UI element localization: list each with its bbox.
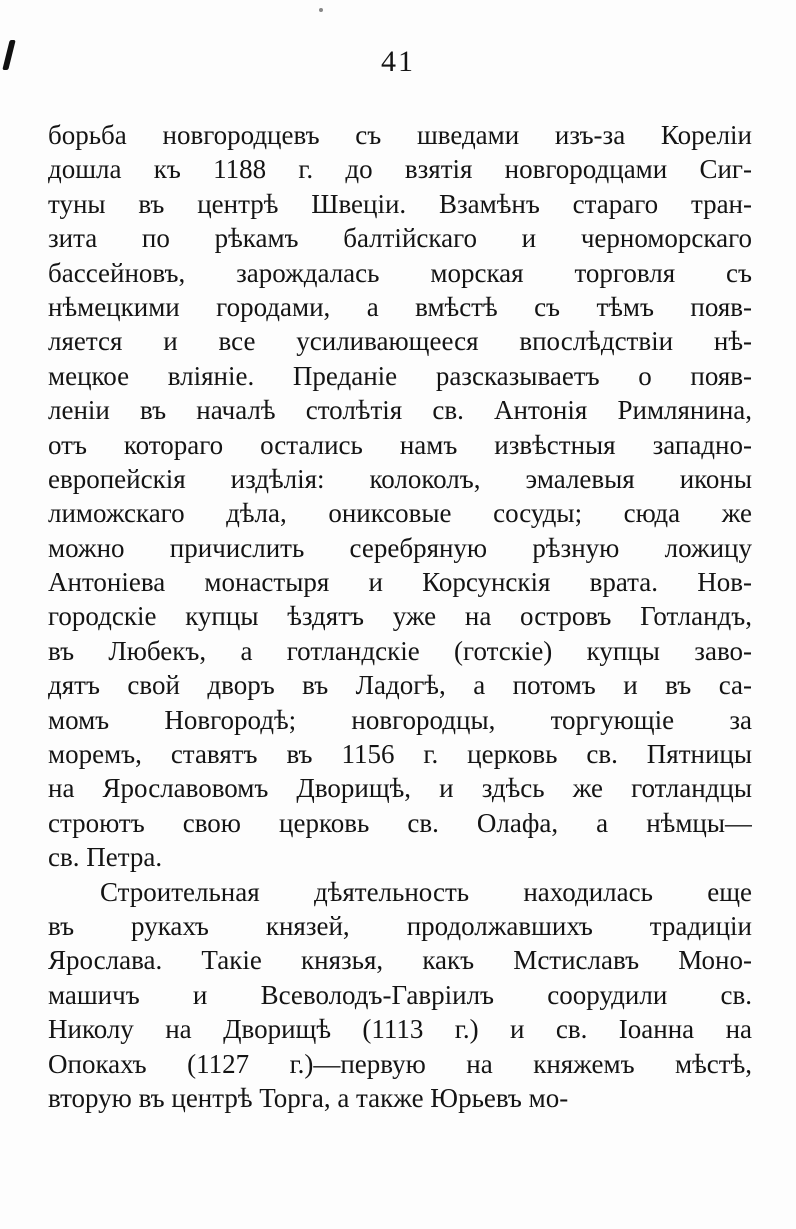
- text-line: на Ярославовомъ Дворищѣ, и здѣсь же готландцы: [48, 773, 752, 804]
- text-line: можно причислить серебряную рѣзную ложицу: [48, 532, 752, 563]
- text-line: машичъ и Всеволодъ-Гаврiилъ соорудили св.: [48, 979, 752, 1010]
- text-line: Антонiева монастыря и Корсунскiя врата. Нов-: [48, 567, 752, 598]
- paragraph-2: [48, 875, 752, 1116]
- text-line: нѣмецкими городами, а вмѣстѣ съ тѣмъ появ-: [48, 291, 752, 322]
- text-line: Опокахъ (1127 г.)—первую на княжемъ мѣстѣ,: [48, 1048, 752, 1079]
- text-line: строютъ свою церковь св. Олафа, а нѣмцы—: [48, 807, 752, 838]
- text-line: Николу на Дворищѣ (1113 г.) и св. Іоанна на: [48, 1014, 752, 1045]
- text-line: Ярослава. Такiе князья, какъ Мстиславъ Моно-: [48, 945, 752, 976]
- text-line: моремъ, ставятъ въ 1156 г. церковь св. Пятницы: [48, 739, 752, 770]
- text-line: въ Любекъ, а готландскiе (готскiе) купцы заво-: [48, 635, 752, 666]
- text-line: въ рукахъ князей, продолжавшихъ традицiи: [48, 910, 752, 941]
- text-line: лиможскаго дѣла, ониксовые сосуды; сюда же: [48, 498, 752, 529]
- text-line: борьба новгородцевъ съ шведами изъ-за Корелiи: [48, 120, 752, 150]
- print-speck: [319, 8, 323, 12]
- text-line: европейскiя издѣлiя: колоколъ, эмалевыя иконы: [48, 463, 752, 494]
- text-line: бассейновъ, зарождалась морская торговля съ: [48, 257, 752, 288]
- text-line: св. Петра.: [48, 842, 163, 873]
- text-line: ляется и все усиливающееся впослѣдствiи нѣ-: [48, 326, 752, 357]
- page-number: 41: [381, 45, 415, 78]
- text-line: отъ котораго остались намъ извѣстныя западно-: [48, 429, 752, 460]
- text-line: городскiе купцы ѣздятъ уже на островъ Готландъ,: [48, 601, 752, 632]
- body-text: [48, 118, 752, 1115]
- text-line: ленiи въ началѣ столѣтiя св. Антонiя Римлянина,: [48, 395, 752, 426]
- text-line: вторую въ центрѣ Торга, а также Юрьевъ мо-: [48, 1082, 569, 1113]
- text-line: мецкое влiянiе. Преданiе разсказываетъ о появ-: [48, 360, 752, 391]
- text-line: Строительная дѣятельность находилась еще: [100, 876, 752, 907]
- text-line: дятъ свой дворъ въ Ладогѣ, а потомъ и въ са-: [48, 670, 752, 701]
- text-line: дошла къ 1188 г. до взятiя новгородцами Сиг-: [48, 154, 752, 185]
- paragraph-1: [48, 118, 752, 875]
- text-line: туны въ центрѣ Швецiи. Взамѣнъ стараго тран-: [48, 188, 752, 219]
- text-line: момъ Новгородѣ; новгородцы, торгующiе за: [48, 704, 752, 735]
- text-line: зита по рѣкамъ балтiйскаго и черноморскаго: [48, 223, 752, 254]
